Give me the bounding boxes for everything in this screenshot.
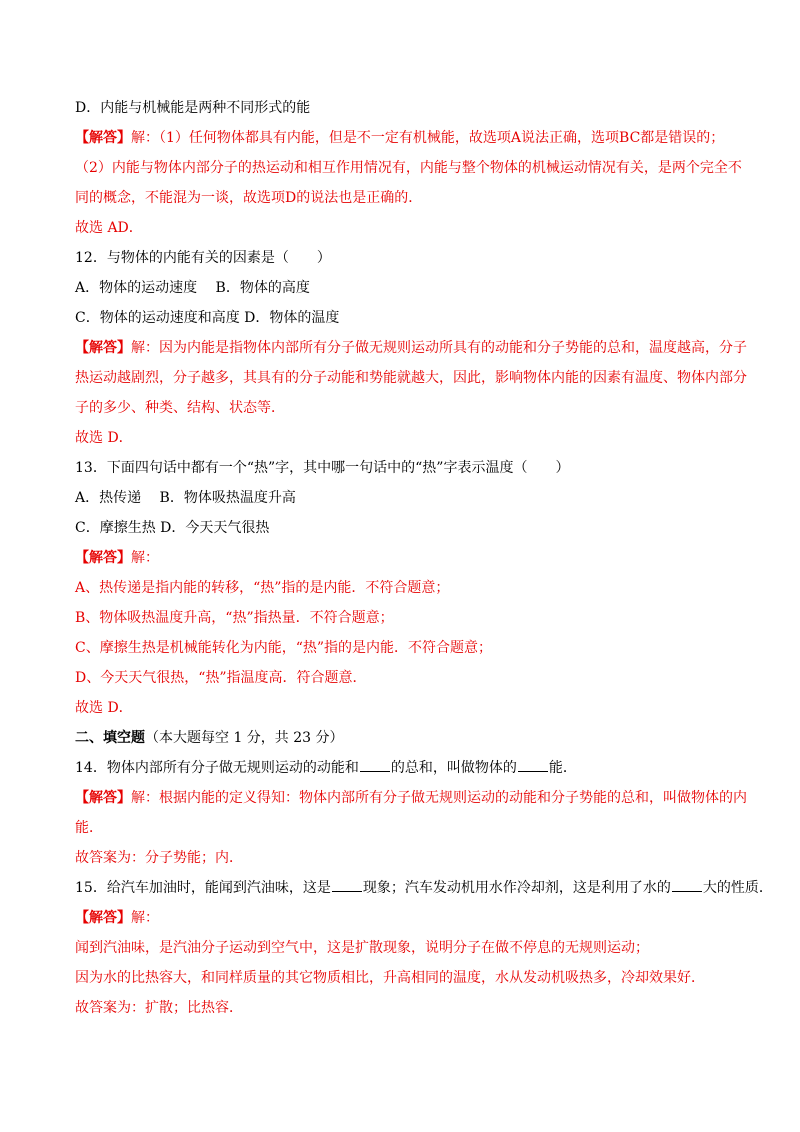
answer-tag: 【解答】 <box>75 550 131 566</box>
section-title: 二、填空题 <box>75 730 145 746</box>
q14-stem-part2: 的总和，叫做物体的 <box>390 760 517 776</box>
q12-answer-line1 <box>75 338 747 358</box>
q11-answer-line1 <box>75 128 735 148</box>
q15-answer-line1: 闻到汽油味，是汽油分子运动到空气中，这是扩散现象，说明分子在做不停息的无规则运动； <box>75 940 649 956</box>
q13-stem: 13．下面四句话中都有一个“热”字，其中哪一句话中的“热”字表示温度（ ） <box>75 460 570 476</box>
fill-blank <box>332 890 362 892</box>
fill-blank <box>672 890 702 892</box>
section-note: （本大题每空 1 分，共 23 分） <box>145 730 344 746</box>
q14-stem-part3: 能． <box>548 760 577 776</box>
q13-options-ab: A．热传递 B．物体吸热温度升高 <box>75 490 296 506</box>
section-heading <box>75 728 735 748</box>
q14-answer-line2: 能． <box>75 820 103 836</box>
q12-answer-line2: 热运动越剧烈，分子越多，其具有的分子动能和势能就越大，因此，影响物体内能的因素有温度、物体内部分 <box>75 370 747 386</box>
q15-stem-part1: 15．给汽车加油时，能闻到汽油味，这是 <box>75 880 331 896</box>
answer-text: 解： <box>131 910 159 926</box>
q12-options-cd: C．物体的运动速度和高度 D．物体的温度 <box>75 310 340 326</box>
q13-answer-c: C、摩擦生热是机械能转化为内能，“热”指的是内能．不符合题意； <box>75 640 493 656</box>
q12-choice: 故选 D． <box>75 430 133 446</box>
q14-result: 故答案为：分子势能；内． <box>75 850 243 866</box>
q13-answer-d: D、今天天气很热，“热”指温度高．符合题意． <box>75 670 367 686</box>
q13-answer-b: B、物体吸热温度升高，“热”指热量．不符合题意； <box>75 610 394 626</box>
q15-answer-header <box>75 908 735 928</box>
q11-answer-line2: （2）内能与物体内部分子的热运动和相互作用情况有，内能与整个物体的机械运动情况有关，是两个完全不 <box>75 160 742 176</box>
q13-answer-a: A、热传递是指内能的转移，“热”指的是内能．不符合题意； <box>75 580 450 596</box>
answer-text: 解：根据内能的定义得知：物体内部所有分子做无规则运动的动能和分子势能的总和，叫做物体的内 <box>131 790 747 806</box>
q11-answer-line3: 同的概念，不能混为一谈，故选项D的说法也是正确的． <box>75 190 423 206</box>
answer-tag: 【解答】 <box>75 130 131 146</box>
answer-tag: 【解答】 <box>75 340 131 356</box>
q13-options-cd: C．摩擦生热 D．今天天气很热 <box>75 520 270 536</box>
q15-stem <box>75 878 773 898</box>
q14-answer-line1 <box>75 788 747 808</box>
q13-choice: 故选 D． <box>75 700 133 716</box>
answer-tag: 【解答】 <box>75 790 131 806</box>
answer-text: 解： <box>131 550 159 566</box>
q15-answer-line2: 因为水的比热容大，和同样质量的其它物质相比，升高相同的温度，水从发动机吸热多，冷却效果好． <box>75 970 705 986</box>
q12-stem: 12．与物体的内能有关的因素是（ ） <box>75 250 331 266</box>
q15-stem-part3: 大的性质． <box>702 880 773 896</box>
q11-choice: 故选 AD． <box>75 220 143 236</box>
q14-stem-part1: 14．物体内部所有分子做无规则运动的动能和 <box>75 760 359 776</box>
q15-result: 故答案为：扩散；比热容． <box>75 1000 243 1016</box>
answer-text: 解：（1）任何物体都具有内能，但是不一定有机械能，故选项A说法正确，选项BC都是错误的； <box>131 130 725 146</box>
q12-answer-line3: 子的多少、种类、结构、状态等． <box>75 400 285 416</box>
answer-text: 解：因为内能是指物体内部所有分子做无规则运动所具有的动能和分子势能的总和，温度越高，分子 <box>131 340 747 356</box>
fill-blank <box>518 770 548 772</box>
q14-stem <box>75 758 735 778</box>
q11-option-d: D．内能与机械能是两种不同形式的能 <box>75 100 311 116</box>
q13-answer-header <box>75 548 735 568</box>
answer-tag: 【解答】 <box>75 910 131 926</box>
q15-stem-part2: 现象；汽车发动机用水作冷却剂，这是利用了水的 <box>362 880 671 896</box>
fill-blank <box>360 770 390 772</box>
q12-options-ab: A．物体的运动速度 B．物体的高度 <box>75 280 310 296</box>
